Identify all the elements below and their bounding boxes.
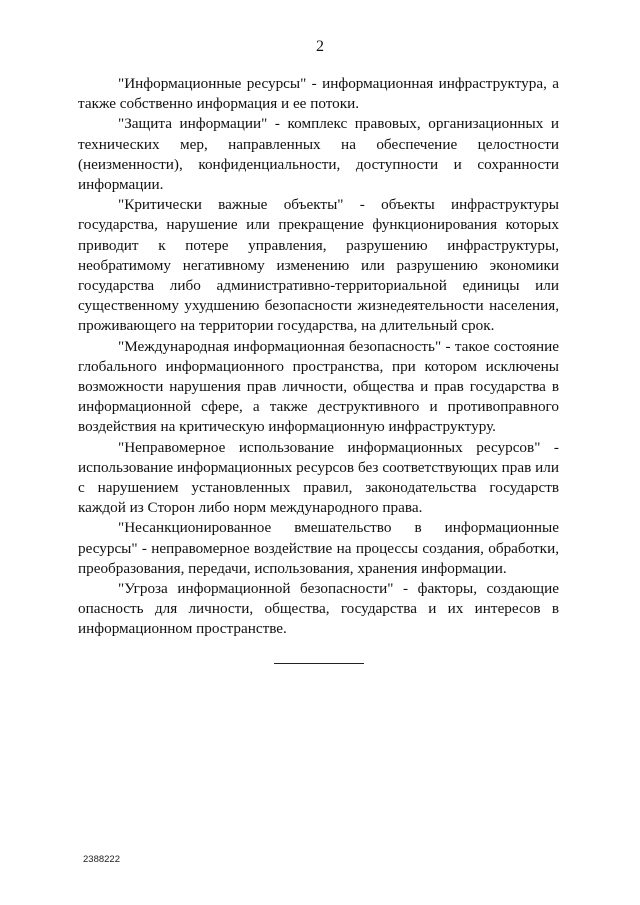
definition-information-protection: "Защита информации" - комплекс правовых, организационных и технических мер, направленных на обеспечение целостности (неизменности), конфиденциальности, доступности и сохранности информации. [78,115,559,194]
document-code: 2388222 [83,854,120,865]
definition-unauthorized-interference: "Несанкционированное вмешательство в информационные ресурсы" - неправомерное воздействие на процессы создания, обработки, преобразования, передачи, использования, хранения информации. [78,519,559,577]
definition-critical-objects: "Критически важные объекты" - объекты инфраструктуры государства, нарушение или прекращение функционирования которых приводит к потере управления, разрушению инфраструктуры, необратимому негативному изменению или разрушению экономики государства либо административно-территориальной единицы или существенному ухудшению безопасности жизнедеятельности населения, проживающего на территории государства, на длительный срок. [78,196,559,335]
end-divider [274,663,364,664]
definition-information-resources: "Информационные ресурсы" - информационная инфраструктура, а также собственно информация и ее потоки. [78,75,559,113]
definitions-body [78,74,559,640]
definition-security-threat: "Угроза информационной безопасности" - факторы, создающие опасность для личности, общества, государства и их интересов в информационном пространстве. [78,580,559,638]
definition-unlawful-use: "Неправомерное использование информационных ресурсов" - использование информационных ресурсов без соответствующих прав или с нарушением установленных правил, законодательства государств каждой из Сторон либо норм международного права. [78,438,559,517]
definition-international-information-security: "Международная информационная безопасность" - такое состояние глобального информационного пространства, при котором исключены возможности нарушения прав личности, общества и прав государства в информационной сфере, а также деструктивного и противоправного воздействия на критическую информационную инфраструктуру. [78,337,559,436]
page-number: 2 [316,38,324,55]
